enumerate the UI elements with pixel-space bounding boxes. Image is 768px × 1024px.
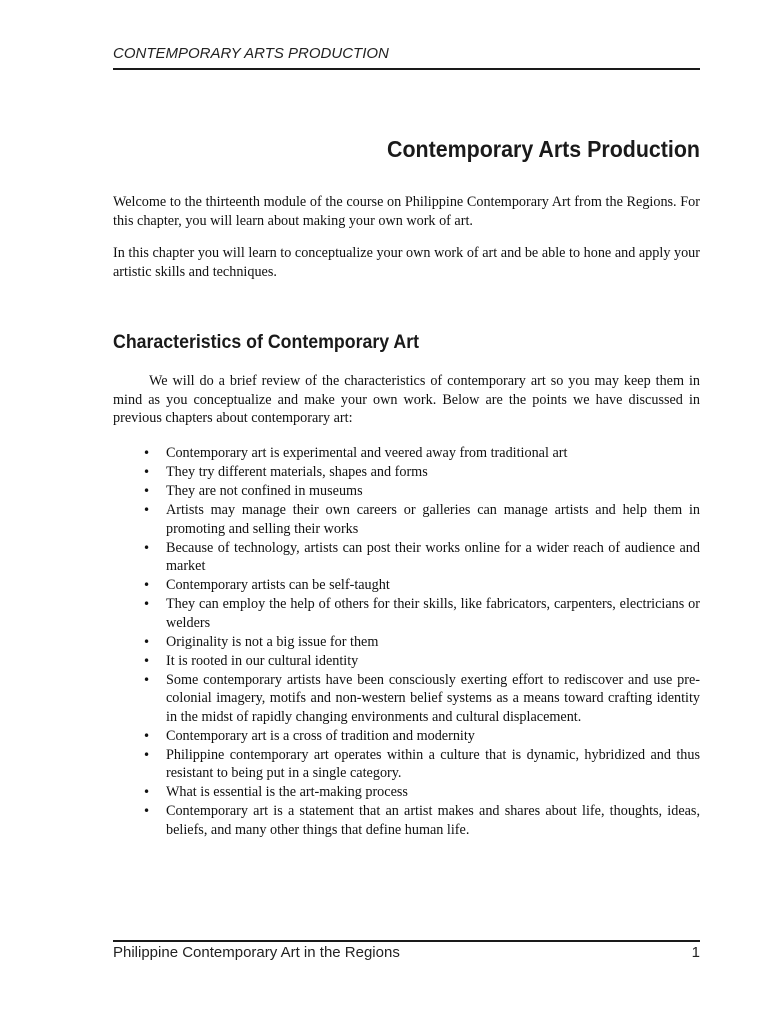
list-item-text: It is rooted in our cultural identity bbox=[166, 652, 359, 669]
list-item bbox=[113, 633, 700, 652]
running-footer: Philippine Contemporary Art in the Regions bbox=[113, 944, 400, 961]
bullet-icon: • bbox=[143, 597, 151, 612]
section-intro-paragraph: We will do a brief review of the characteristics of contemporary art so you may keep them in mind as you conceptualize and make your own work. Below are the points we have discussed in previous chapters about contemporary art: bbox=[113, 373, 700, 427]
bullet-icon: • bbox=[143, 785, 151, 800]
list-item-text: Some contemporary artists have been consciously exerting effort to rediscover and use pre-colonial imagery, motifs and non-western belief systems as a means toward crafting identity in the midst of rapidly changing environments and cultural displacement. bbox=[166, 671, 700, 725]
list-item bbox=[113, 727, 700, 746]
list-item bbox=[113, 463, 700, 482]
list-item-text: Contemporary art is experimental and veered away from traditional art bbox=[166, 445, 568, 461]
footer-divider bbox=[113, 940, 700, 942]
bullet-icon: • bbox=[143, 464, 151, 479]
list-item bbox=[113, 652, 700, 671]
list-item-text: They are not confined in museums bbox=[166, 482, 363, 499]
bullet-icon: • bbox=[143, 540, 151, 555]
list-item bbox=[113, 444, 700, 463]
list-item-text: What is essential is the art-making process bbox=[166, 784, 408, 801]
bullet-icon: • bbox=[143, 747, 151, 762]
bullet-icon: • bbox=[143, 728, 151, 743]
bullet-icon: • bbox=[143, 634, 151, 649]
intro-paragraph-1: Welcome to the thirteenth module of the course on Philippine Contemporary Art from the Regions. For this chapter, you will learn about making your own work of art. bbox=[113, 194, 700, 229]
bullet-icon: • bbox=[143, 578, 151, 593]
list-item bbox=[113, 595, 700, 632]
header-divider bbox=[113, 68, 700, 70]
list-item-text: Because of technology, artists can post their works online for a wider reach of audience and market bbox=[166, 539, 700, 575]
list-item bbox=[113, 671, 700, 727]
list-item-text: Philippine contemporary art operates within a culture that is dynamic, hybridized and thus resistant to being put in a single category. bbox=[166, 746, 700, 782]
list-item-text: Contemporary artists can be self-taught bbox=[166, 577, 390, 594]
intro-paragraph-2: In this chapter you will learn to conceptualize your own work of art and be able to hone and apply your artistic skills and techniques. bbox=[113, 245, 700, 280]
list-item-text: Artists may manage their own careers or galleries can manage artists and help them in promoting and selling their works bbox=[166, 501, 700, 537]
list-item bbox=[113, 482, 700, 501]
list-item-text: Contemporary art is a cross of tradition and modernity bbox=[166, 727, 475, 744]
list-item bbox=[113, 783, 700, 802]
list-item bbox=[113, 539, 700, 576]
list-item-text: Contemporary art is a statement that an artist makes and shares about life, thoughts, ideas, beliefs, and many other things that define human life. bbox=[166, 803, 700, 838]
list-item bbox=[113, 501, 700, 538]
list-item-text: They try different materials, shapes and forms bbox=[166, 463, 428, 480]
bullet-icon: • bbox=[143, 653, 151, 668]
bullet-icon: • bbox=[143, 446, 151, 460]
list-item-text: They can employ the help of others for their skills, like fabricators, carpenters, electricians or welders bbox=[166, 596, 700, 631]
characteristics-list bbox=[113, 444, 700, 840]
list-item bbox=[113, 802, 700, 839]
list-item bbox=[113, 746, 700, 783]
section-heading: Characteristics of Contemporary Art bbox=[113, 331, 420, 353]
page-number: 1 bbox=[691, 944, 700, 961]
list-item-text: Originality is not a big issue for them bbox=[166, 633, 379, 650]
bullet-icon: • bbox=[143, 483, 151, 498]
bullet-icon: • bbox=[143, 502, 151, 517]
bullet-icon: • bbox=[143, 804, 151, 819]
list-item bbox=[113, 576, 700, 595]
running-header: CONTEMPORARY ARTS PRODUCTION bbox=[113, 45, 389, 62]
page-title: Contemporary Arts Production bbox=[387, 136, 700, 162]
bullet-icon: • bbox=[143, 672, 151, 687]
